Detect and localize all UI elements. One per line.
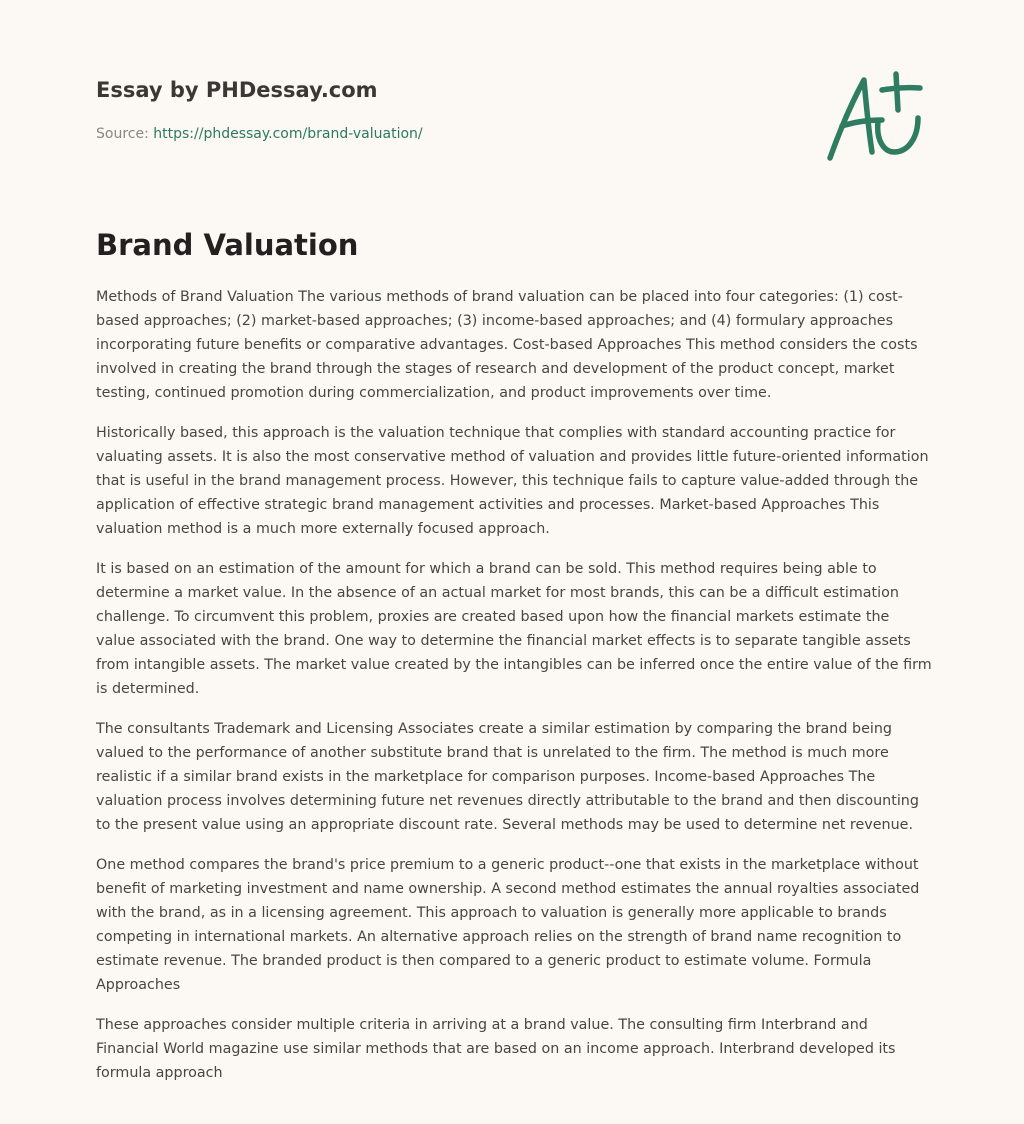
essay-paragraph: Methods of Brand Valuation The various methods of brand valuation can be placed into four categories: (1) cost-based approaches; (2) market-based approaches; (3) income-based approaches; and (4) formulary approaches incorporating future benefits or comparative advantages. Cost-based Approaches This method considers the costs involved in creating the brand through the stages of research and development of the product concept, market testing, continued promotion during commercialization, and product improvements over time. [96, 289, 918, 401]
site-title: Essay by PHDessay.com [96, 78, 378, 102]
source-label: Source: [96, 126, 149, 142]
a-plus-logo-icon [822, 68, 928, 164]
essay-paragraph: These approaches consider multiple criteria in arriving at a brand value. The consulting firm Interbrand and Financial World magazine use similar methods that are based on an income approach. Interbrand developed its formula approach [96, 1017, 896, 1081]
source-link[interactable]: https://phdessay.com/brand-valuation/ [153, 126, 423, 142]
essay-body [96, 285, 932, 1101]
source-line [96, 124, 796, 144]
essay-paragraph: It is based on an estimation of the amount for which a brand can be sold. This method requires being able to determine a market value. In the absence of an actual market for most brands, this can be a difficult estimation challenge. To circumvent this problem, proxies are created based upon how the financial markets estimate the value associated with the brand. One way to determine the financial market effects is to separate tangible assets from intangible assets. The market value created by the intangibles can be inferred once the entire value of the firm is determined. [96, 561, 932, 697]
essay-paragraph: One method compares the brand's price premium to a generic product--one that exists in the marketplace without benefit of marketing investment and name ownership. A second method estimates the annual royalties associated with the brand, as in a licensing agreement. This approach to valuation is generally more applicable to brands competing in international markets. An alternative approach relies on the strength of brand name recognition to estimate revenue. The branded product is then compared to a generic product to estimate volume. Formula Approaches [96, 857, 920, 993]
essay-paragraph: Historically based, this approach is the valuation technique that complies with standard accounting practice for valuating assets. It is also the most conservative method of valuation and provides little future-oriented information that is useful in the brand management process. However, this technique fails to capture value-added through the application of effective strategic brand management activities and processes. Market-based Approaches This valuation method is a much more externally focused approach. [96, 425, 929, 537]
page-header [96, 76, 796, 144]
essay-title: Brand Valuation [96, 228, 359, 262]
essay-paragraph: The consultants Trademark and Licensing Associates create a similar estimation by comparing the brand being valued to the performance of another substitute brand that is unrelated to the firm. The method is much more realistic if a similar brand exists in the marketplace for comparison purposes. Income-based Approaches The valuation process involves determining future net revenues directly attributable to the brand and then discounting to the present value using an appropriate discount rate. Several methods may be used to determine net revenue. [96, 721, 919, 833]
